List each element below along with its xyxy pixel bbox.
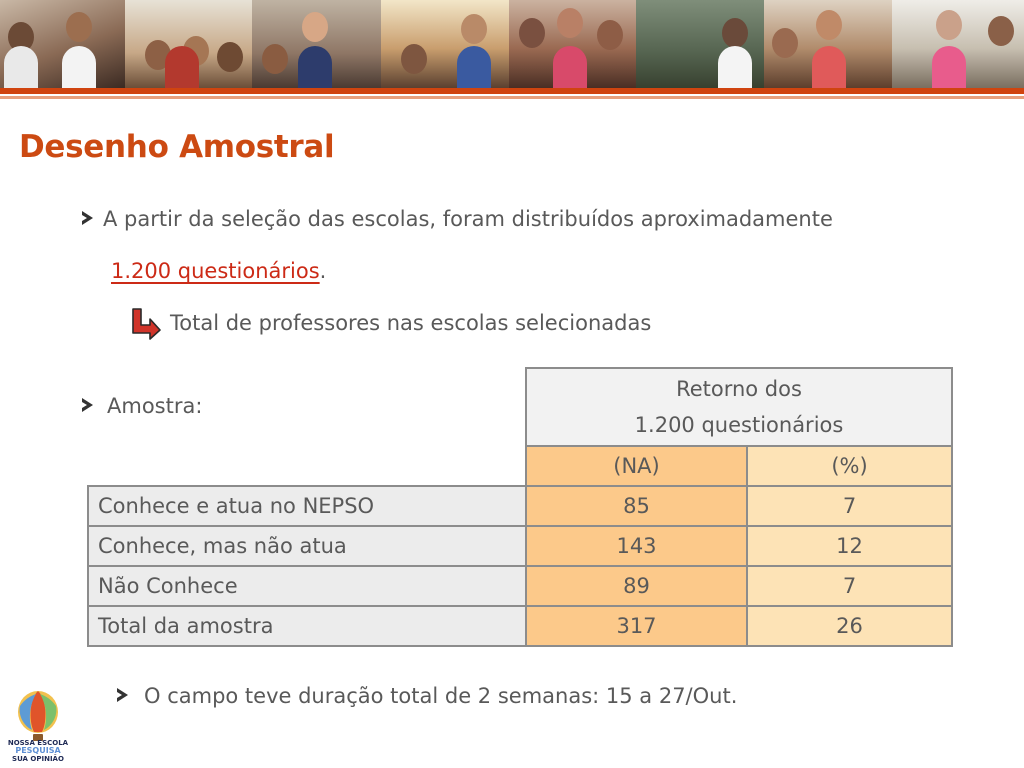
bullet-distribution: [82, 207, 833, 231]
sample-table: [87, 367, 953, 647]
header-rule: [0, 88, 1024, 94]
logo-line-2: PESQUISA: [15, 746, 61, 755]
column-header-pct: (%): [747, 446, 952, 486]
banner-photo-4: [381, 0, 509, 88]
header-rule-thin: [0, 96, 1024, 99]
balloon-icon: [6, 690, 70, 742]
nossa-escola-logo: [6, 690, 70, 764]
row-pct-value: 7: [747, 486, 952, 526]
row-pct-value: 12: [747, 526, 952, 566]
empty-cell: [88, 368, 526, 446]
row-label: Total da amostra: [88, 606, 526, 646]
header-line-1: Retorno dos: [676, 377, 802, 401]
banner-photo-2: [125, 0, 252, 88]
banner-photo-7: [764, 0, 892, 88]
table-row: [88, 526, 952, 566]
header-line-2: 1.200 questionários: [634, 413, 844, 437]
banner-photo-5: [509, 0, 636, 88]
row-label: Conhece e atua no NEPSO: [88, 486, 526, 526]
bullet-text: Amostra:: [107, 394, 203, 418]
banner-photo-8: [892, 0, 1024, 88]
row-na-value: 89: [526, 566, 747, 606]
table-header-row: [88, 368, 952, 446]
row-na-value: 85: [526, 486, 747, 526]
sub-point-total-teachers: Total de professores nas escolas selecionadas: [170, 311, 652, 335]
row-na-value: 143: [526, 526, 747, 566]
table-row: [88, 566, 952, 606]
page-title: Desenho Amostral: [19, 129, 335, 165]
column-header-na: (NA): [526, 446, 747, 486]
banner-photo-1: [0, 0, 125, 88]
corner-arrow-icon: [130, 306, 162, 340]
header-returns: [526, 368, 952, 446]
bullet-distribution-cont: [111, 259, 326, 283]
logo-line-1: NOSSA ESCOLA: [7, 739, 69, 747]
bullet-text: A partir da seleção das escolas, foram distribuídos aproximadamente: [103, 207, 833, 231]
row-pct-value: 7: [747, 566, 952, 606]
row-label: Não Conhece: [88, 566, 526, 606]
table-row: [88, 486, 952, 526]
row-label: Conhece, mas não atua: [88, 526, 526, 566]
photo-banner: [0, 0, 1024, 88]
questionnaire-count: 1.200 questionários: [111, 259, 320, 283]
arrow-bullet-icon: [117, 688, 128, 702]
bullet-period: .: [319, 259, 327, 283]
banner-photo-3: [252, 0, 381, 88]
row-na-value: 317: [526, 606, 747, 646]
arrow-bullet-icon: [82, 211, 93, 225]
table-row-total: [88, 606, 952, 646]
banner-photo-6: [636, 0, 764, 88]
bullet-fieldwork-duration: [117, 684, 737, 708]
table-subheader-row: [88, 446, 952, 486]
empty-cell: [88, 446, 526, 486]
bullet-text: O campo teve duração total de 2 semanas: 15 a 27/Out.: [144, 684, 738, 708]
row-pct-value: 26: [747, 606, 952, 646]
logo-line-3: SUA OPINIÃO: [12, 755, 64, 763]
